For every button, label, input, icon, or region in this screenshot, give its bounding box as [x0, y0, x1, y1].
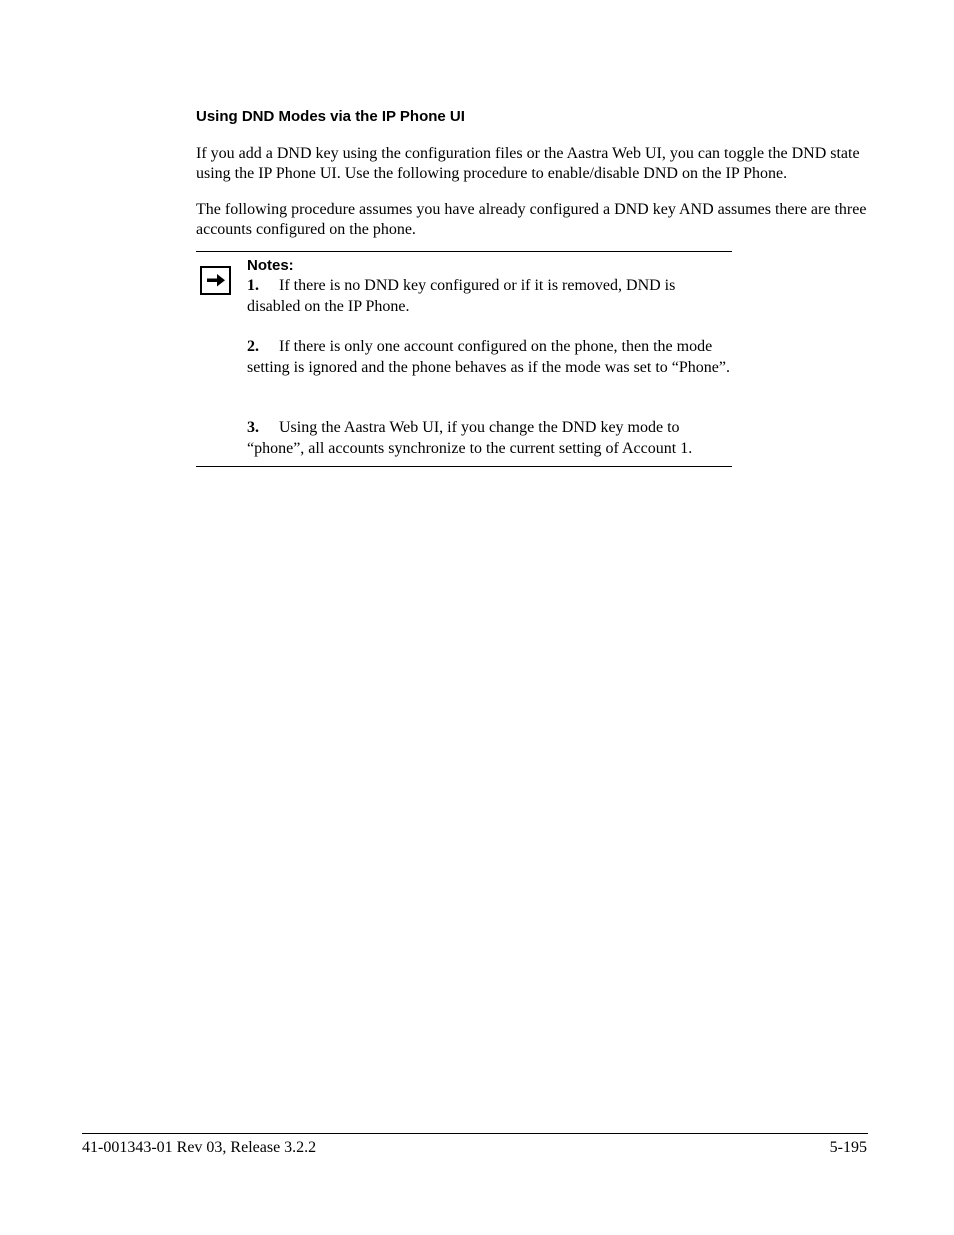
note-number: 1.	[247, 277, 259, 294]
note-text: Using the Aastra Web UI, if you change the DND key mode to “phone”, all accounts synchronize to the current setting of Account 1.	[247, 419, 693, 457]
footer-page-number: 5-195	[829, 1139, 867, 1156]
notes-top-rule	[196, 251, 732, 252]
intro-paragraph: If you add a DND key using the configuration files or the Aastra Web UI, you can toggle the DND state using the IP Phone UI. Use the following procedure to enable/disable DND on the IP Phone.	[196, 145, 860, 182]
note-item	[247, 276, 732, 317]
note-number: 3.	[247, 419, 259, 436]
notes-bottom-rule	[196, 466, 732, 467]
note-item	[247, 337, 732, 378]
note-number: 2.	[247, 338, 259, 355]
arrow-right-icon	[200, 266, 231, 295]
footer-document-id: 41-001343-01 Rev 03, Release 3.2.2	[82, 1139, 317, 1156]
note-text: If there is only one account configured on the phone, then the mode setting is ignored and the phone behaves as if the mode was set to “Phone”.	[247, 338, 730, 376]
footer-rule	[82, 1133, 868, 1134]
assumption-paragraph: The following procedure assumes you have already configured a DND key AND assumes there are three accounts configured on the phone.	[196, 201, 867, 238]
section-heading: Using DND Modes via the IP Phone UI	[196, 108, 465, 125]
note-item	[247, 418, 732, 459]
note-text: If there is no DND key configured or if it is removed, DND is disabled on the IP Phone.	[247, 277, 676, 315]
notes-title: Notes:	[247, 257, 294, 274]
